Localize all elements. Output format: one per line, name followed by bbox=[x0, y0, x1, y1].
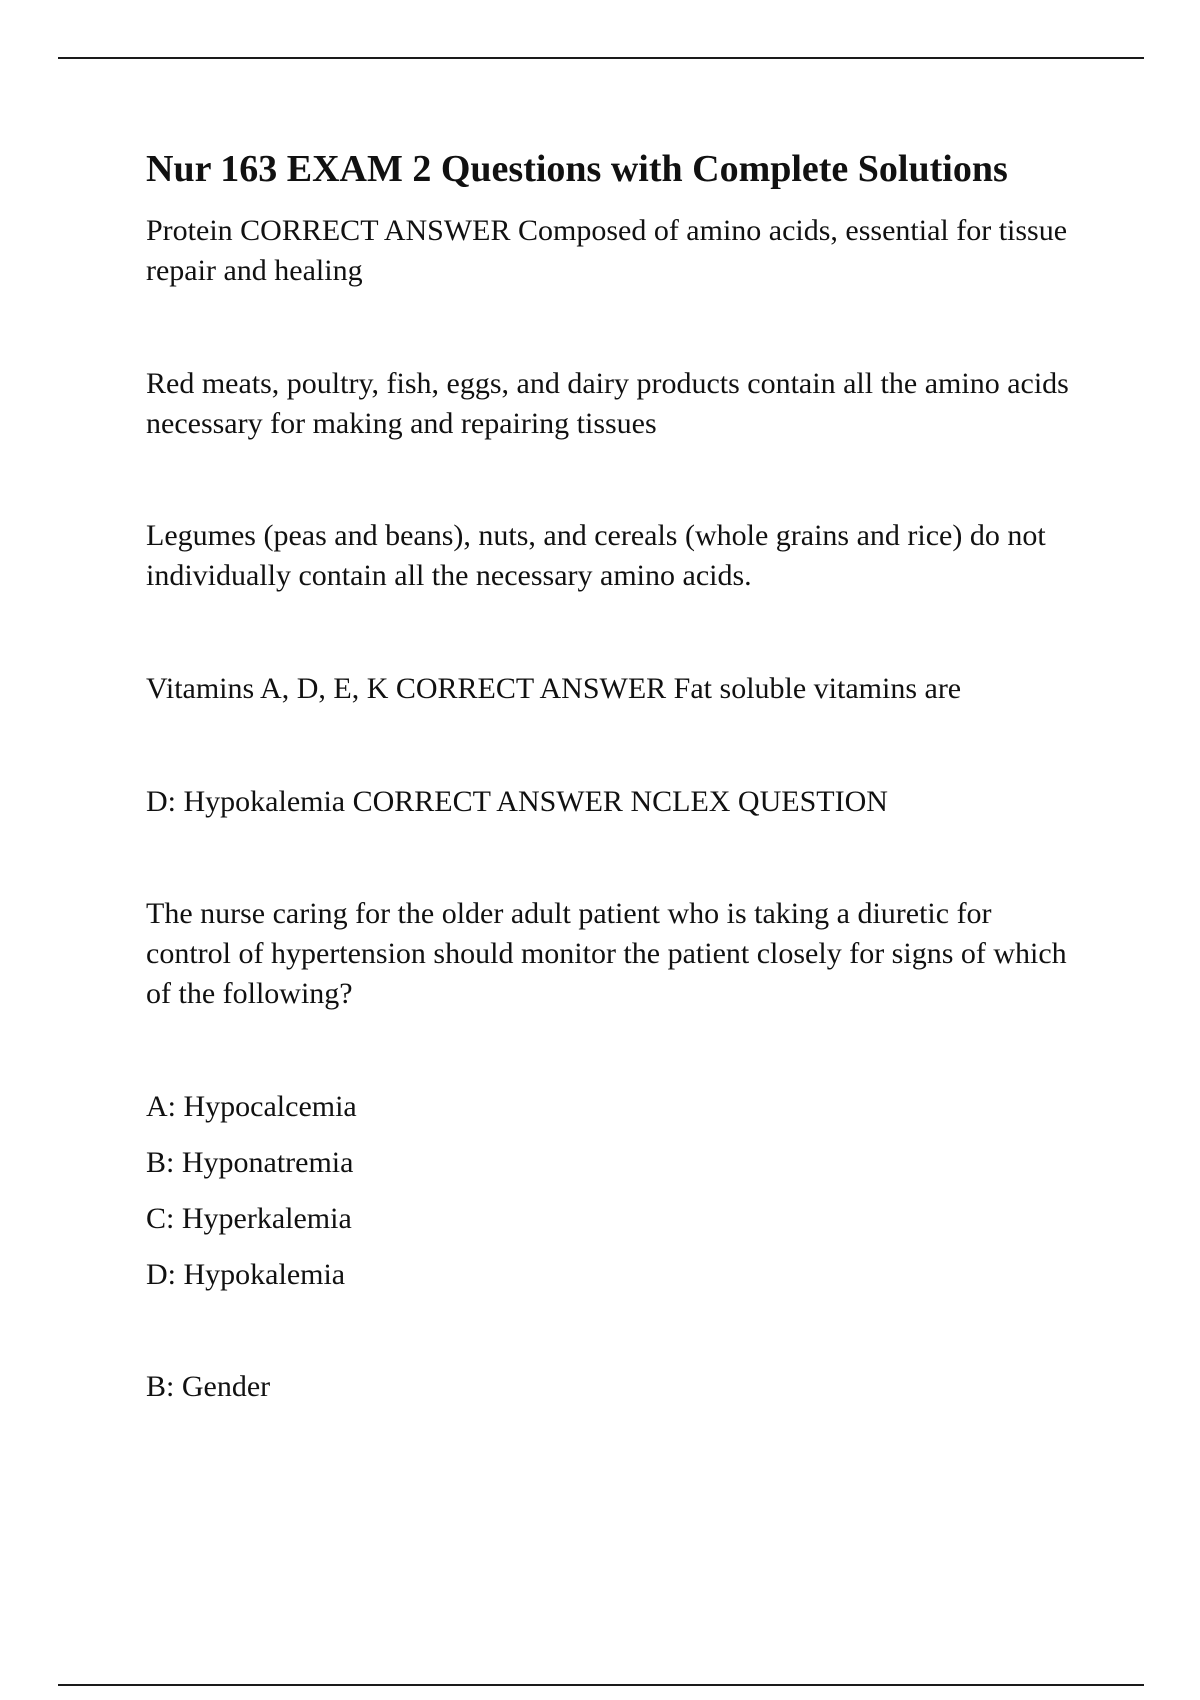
footer-rule bbox=[58, 1684, 1144, 1686]
paragraph-complete-proteins: Red meats, poultry, fish, eggs, and dairy products contain all the amino acids necessary for making and repairing tissues bbox=[146, 367, 1069, 440]
paragraph-incomplete-proteins: Legumes (peas and beans), nuts, and cereals (whole grains and rice) do not individually contain all the necessary amino acids. bbox=[146, 519, 1046, 592]
answer-option-a: A: Hypocalcemia bbox=[146, 1090, 357, 1123]
paragraph-fat-soluble-vitamins: Vitamins A, D, E, K CORRECT ANSWER Fat soluble vitamins are bbox=[146, 672, 962, 705]
page-title: Nur 163 EXAM 2 Questions with Complete Solutions bbox=[146, 148, 1008, 190]
header-rule bbox=[58, 57, 1144, 59]
paragraph-protein: Protein CORRECT ANSWER Composed of amino acids, essential for tissue repair and healing bbox=[146, 214, 1068, 287]
paragraph-nclex-answer: D: Hypokalemia CORRECT ANSWER NCLEX QUESTION bbox=[146, 785, 888, 818]
answer-option-d: D: Hypokalemia bbox=[146, 1258, 346, 1291]
answer-option-b: B: Hyponatremia bbox=[146, 1146, 354, 1179]
answer-option-c: C: Hyperkalemia bbox=[146, 1202, 352, 1235]
paragraph-trailing-answer: B: Gender bbox=[146, 1370, 271, 1403]
paragraph-question: The nurse caring for the older adult patient who is taking a diuretic for control of hypertension should monitor the patient closely for signs of which of the following? bbox=[146, 897, 1067, 1010]
